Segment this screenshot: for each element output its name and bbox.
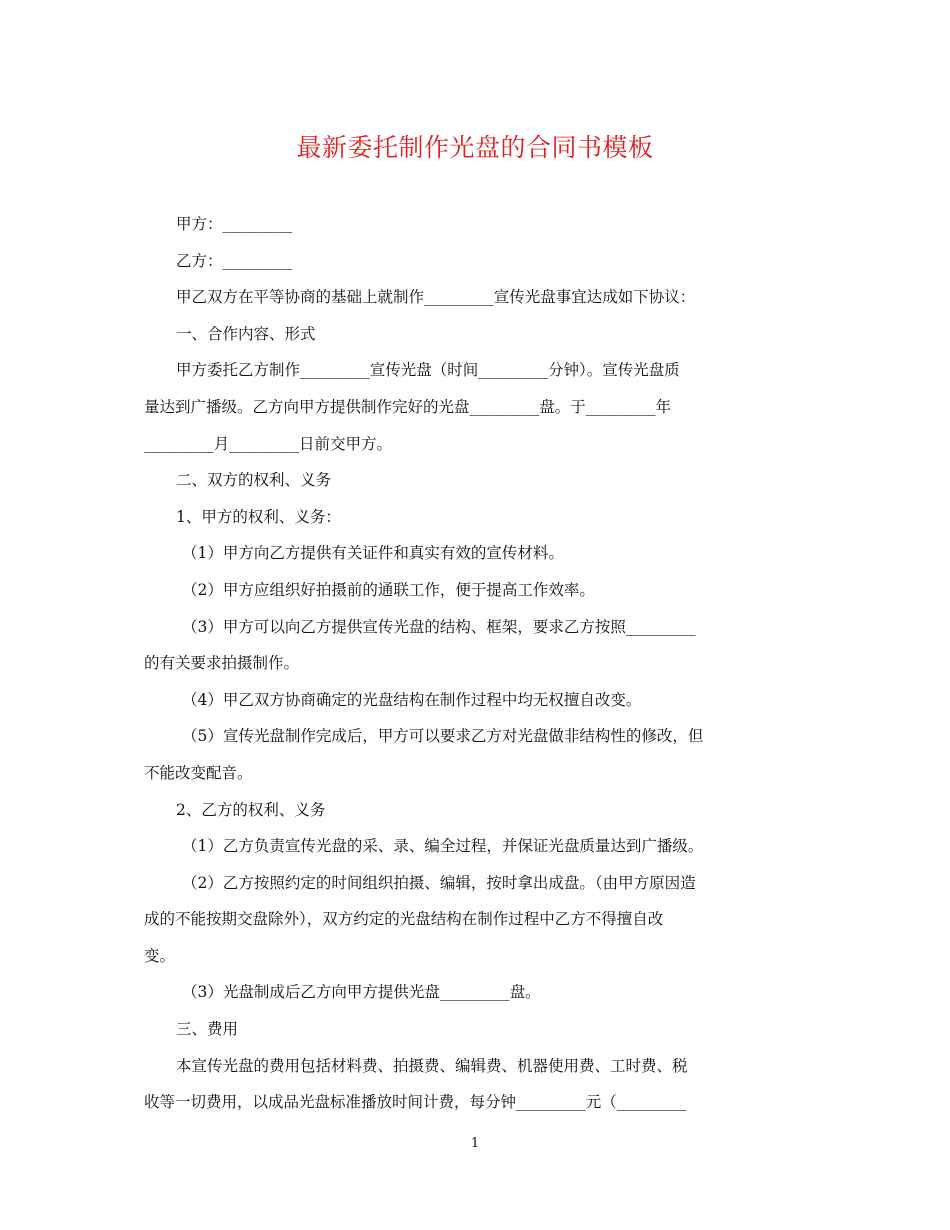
party-b-line: 乙方：_________: [176, 251, 293, 270]
list-item: （1）甲方向乙方提供有关证件和真实有效的宣传材料。: [182, 544, 564, 563]
section-heading-2: 二、双方的权利、义务: [176, 471, 332, 490]
list-item: （4）甲乙双方协商确定的光盘结构在制作过程中均无权擅自改变。: [182, 690, 642, 709]
subsection-heading: 2、乙方的权利、义务: [176, 800, 326, 819]
list-item-continuation: 不能改变配音。: [144, 763, 253, 782]
list-item-continuation: 变。: [144, 946, 176, 965]
subsection-heading: 1、甲方的权利、义务：: [176, 507, 341, 526]
list-item: （3）甲方可以向乙方提供宣传光盘的结构、框架，要求乙方按照_________: [182, 617, 696, 636]
party-a-line: 甲方：_________: [176, 215, 293, 233]
list-item: （3）光盘制成后乙方向甲方提供光盘_________盘。: [182, 983, 541, 1002]
list-item: （2）乙方按照约定的时间组织拍摄、编辑，按时拿出成盘。（由甲方原因造: [182, 873, 696, 892]
paragraph-line: 本宣传光盘的费用包括材料费、拍摄费、编辑费、机器使用费、工时费、税: [176, 1056, 688, 1075]
list-item: （5）宣传光盘制作完成后，甲方可以要求乙方对光盘做非结构性的修改，但: [182, 727, 704, 746]
paragraph-line: 甲方委托乙方制作_________宣传光盘（时间_________分钟）。宣传光盘质: [176, 361, 680, 380]
list-item-continuation: 成的不能按期交盘除外），双方约定的光盘结构在制作过程中乙方不得擅自改: [144, 910, 664, 929]
list-item: （2）甲方应组织好拍摄前的通联工作，便于提高工作效率。: [182, 580, 595, 599]
list-item: （1）乙方负责宣传光盘的采、录、编全过程，并保证光盘质量达到广播级。: [182, 837, 704, 856]
paragraph-line: 收等一切费用，以成品光盘标准播放时间计费，每分钟_________元（_________: [144, 1093, 687, 1112]
section-heading-3: 三、费用: [176, 1020, 239, 1039]
document-body: [144, 206, 808, 1121]
document-title: 最新委托制作光盘的合同书模板: [296, 133, 654, 162]
list-item-continuation: 的有关要求拍摄制作。: [144, 654, 300, 673]
paragraph-line: 甲乙双方在平等协商的基础上就制作_________宣传光盘事宜达成如下协议：: [176, 288, 696, 307]
page-number: 1: [470, 1136, 480, 1151]
section-heading-1: 一、合作内容、形式: [176, 324, 316, 343]
paragraph-line: _________月_________日前交甲方。: [144, 434, 393, 453]
paragraph-line: 量达到广播级。乙方向甲方提供制作完好的光盘_________盘。于_________年: [144, 397, 672, 416]
